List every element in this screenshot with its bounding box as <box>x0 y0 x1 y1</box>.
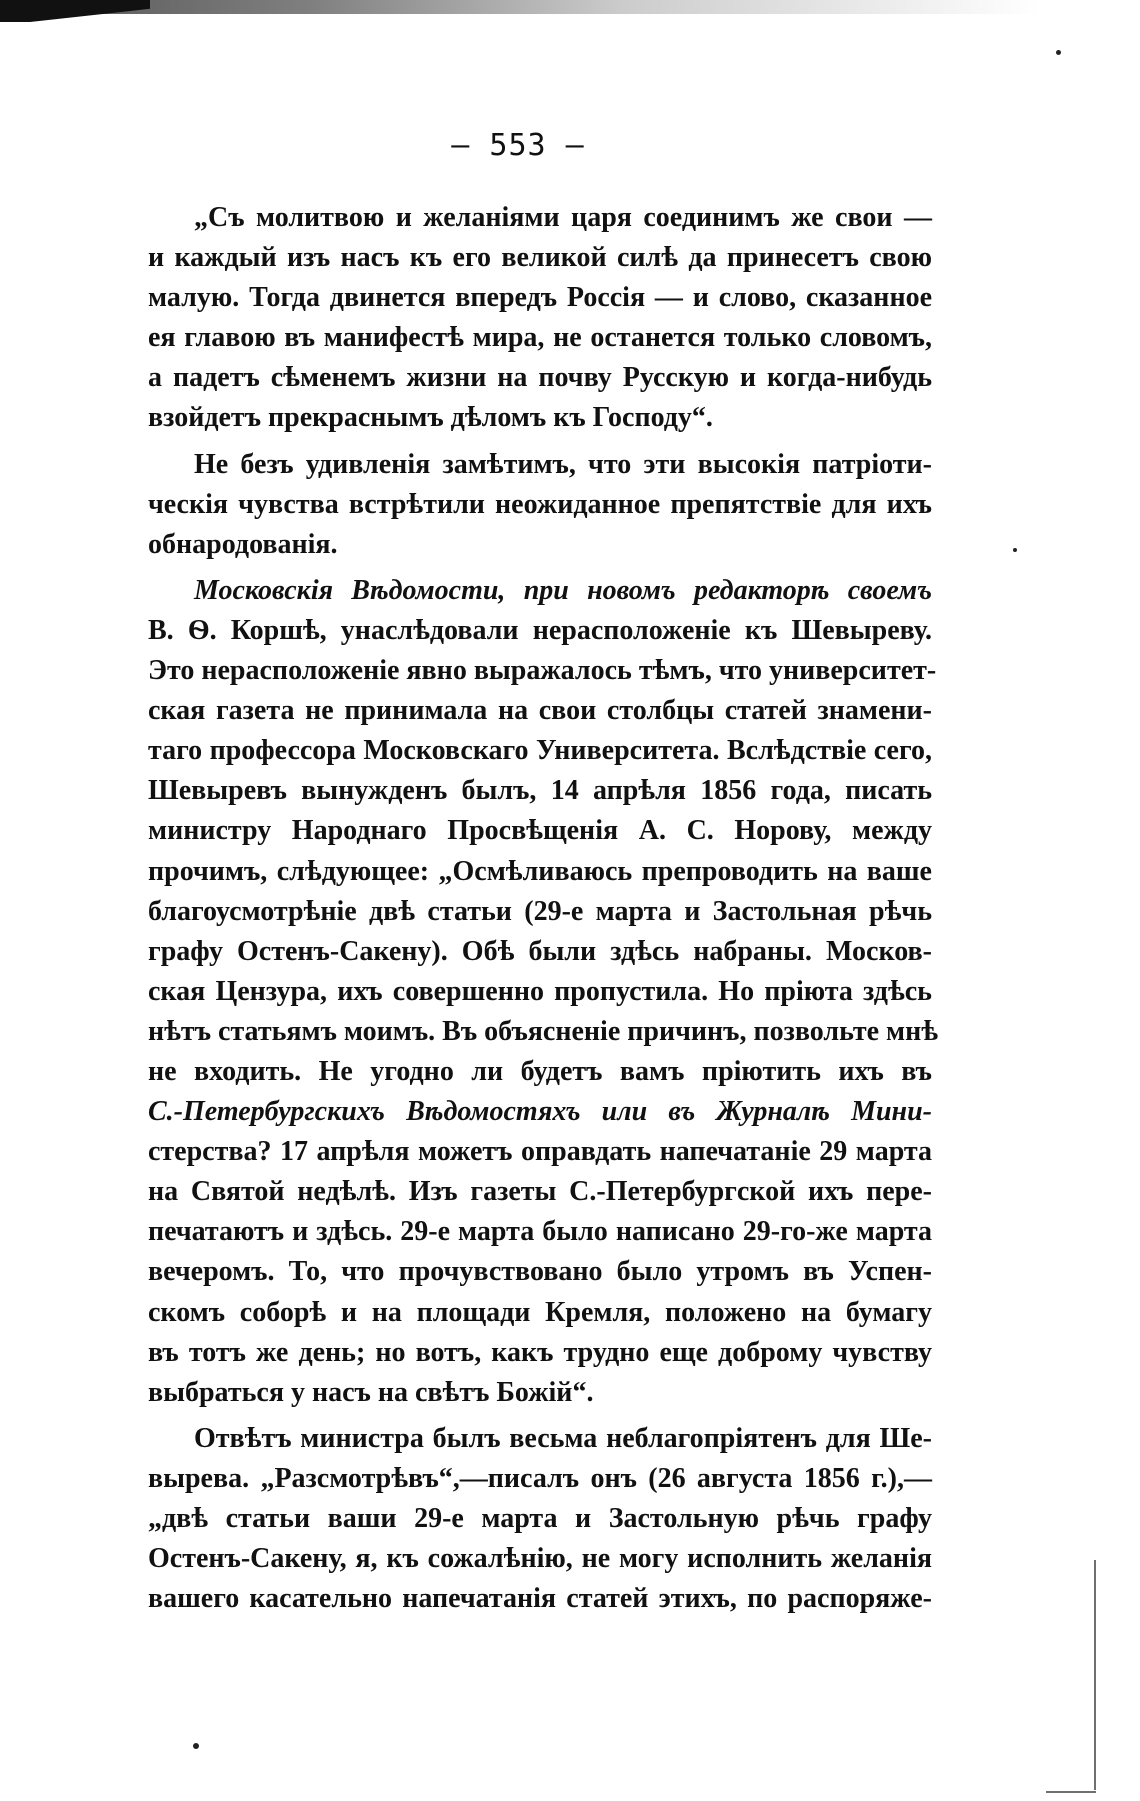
text-line: ея главою въ манифестѣ мира, не останется только словомъ, <box>148 322 932 354</box>
text-line: Отвѣтъ министра былъ весьма неблагопріятенъ для Ше- <box>194 1422 932 1454</box>
text-line: малую. Тогда двинется впередъ Россія — и слово, сказанное <box>148 282 932 314</box>
paragraph-2 <box>102 445 932 565</box>
page-number: — 553 — <box>451 128 585 163</box>
scan-edge-shadow <box>0 0 1040 14</box>
scan-speck <box>1056 50 1061 55</box>
text-line: таго профессора Московскаго Университета. Вслѣдствіе сего, <box>148 735 932 767</box>
text-line: Остенъ-Сакену, я, къ сожалѣнію, не могу исполнить желанія <box>148 1543 932 1575</box>
scan-edge-line <box>1046 1791 1096 1793</box>
text-line: Московскія Вѣдомости, при новомъ редакторѣ своемъ <box>194 574 932 606</box>
text-line: ческія чувства встрѣтили неожиданное препятствіе для ихъ <box>148 488 932 520</box>
text-line: стерства? 17 апрѣля можетъ оправдать напечатаніе 29 марта <box>148 1136 932 1168</box>
text-line: Шевыревъ вынужденъ былъ, 14 апрѣля 1856 года, писать <box>148 775 932 807</box>
text-line: прочимъ, слѣдующее: „Осмѣливаюсь препроводить на ваше <box>148 855 932 887</box>
text-line: нѣтъ статьямъ моимъ. Въ объясненіе причинъ, позвольте мнѣ <box>148 1015 939 1047</box>
text-line: вечеромъ. То, что прочувствовано было утромъ въ Успен- <box>148 1256 932 1288</box>
scan-speck <box>1013 548 1017 552</box>
text-line: вашего касательно напечатанія статей этихъ, по распоряже- <box>148 1583 932 1615</box>
paragraph-3 <box>102 571 939 1413</box>
page-body <box>102 198 939 1625</box>
text-line: В. Ѳ. Коршѣ, унаслѣдовали нерасположеніе къ Шевыреву. <box>148 614 932 646</box>
text-line: а падетъ сѣменемъ жизни на почву Русскую и когда-нибудь <box>148 362 932 394</box>
text-line: ская газета не принимала на свои столбцы статей знамени- <box>148 695 932 727</box>
text-line: выбраться у насъ на свѣтъ Божій“. <box>148 1376 594 1408</box>
text-line: министру Народнаго Просвѣщенія А. С. Норову, между <box>148 815 932 847</box>
text-line: благоусмотрѣніе двѣ статьи (29-е марта и Застольная рѣчь <box>148 895 932 927</box>
text-line: „Съ молитвою и желаніями царя соединимъ же свои — <box>194 202 932 233</box>
text-line: скомъ соборѣ и на площади Кремля, положено на бумагу <box>148 1296 932 1328</box>
text-line: графу Остенъ-Сакену). Обѣ были здѣсь набраны. Москов- <box>148 935 932 967</box>
text-line: въ тотъ же день; но вотъ, какъ трудно еще доброму чувству <box>148 1336 932 1368</box>
text-line: и каждый изъ насъ къ его великой силѣ да принесетъ свою <box>148 242 932 274</box>
text-line: Это нерасположеніе явно выражалось тѣмъ, что университет- <box>148 655 937 687</box>
text-line: вырева. „Разсмотрѣвъ“,—писалъ онъ (26 августа 1856 г.),— <box>148 1462 932 1494</box>
scan-speck <box>193 1743 199 1749</box>
text-line: печатаютъ и здѣсь. 29-е марта было написано 29-го-же марта <box>148 1216 932 1248</box>
text-line: на Святой недѣлѣ. Изъ газеты С.-Петербургской ихъ пере- <box>148 1176 932 1208</box>
text-line: не входить. Не угодно ли будетъ вамъ пріютить ихъ въ <box>148 1055 932 1087</box>
text-line: „двѣ статьи ваши 29-е марта и Застольную рѣчь графу <box>148 1503 932 1534</box>
text-line: ская Цензура, ихъ совершенно пропустила. Но пріюта здѣсь <box>148 975 932 1007</box>
scan-corner-mark <box>0 0 150 22</box>
text-line: С.-Петербургскихъ Вѣдомостяхъ или въ Журналѣ Мини- <box>148 1096 932 1128</box>
text-line: взойдетъ прекраснымъ дѣломъ къ Господу“. <box>148 402 713 434</box>
scan-edge-line <box>1094 1560 1096 1790</box>
text-line: Не безъ удивленія замѣтимъ, что эти высокія патріоти- <box>194 448 932 480</box>
text-line: обнародованія. <box>148 528 338 560</box>
paragraph-4 <box>102 1419 932 1619</box>
paragraph-1 <box>102 198 932 439</box>
